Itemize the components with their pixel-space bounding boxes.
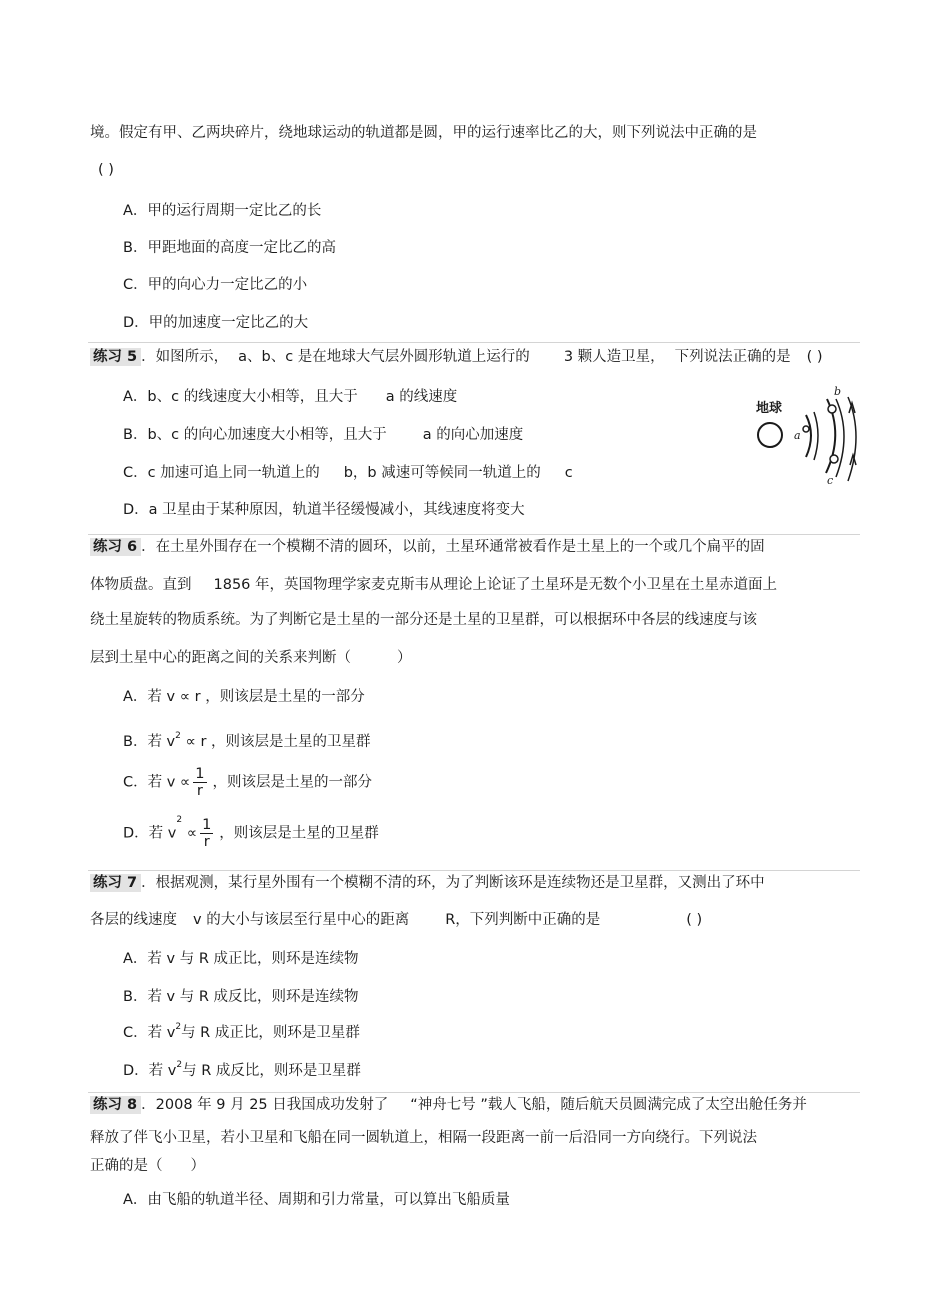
q4-answer-paren: ( ) xyxy=(98,162,114,178)
q5-option-a-part2: a 的线速度 xyxy=(385,389,458,405)
q7-option-c-pre: C．若 v xyxy=(123,1025,176,1041)
q8-option-a: A．由飞船的轨道半径、周期和引力常量，可以算出飞船质量 xyxy=(123,1192,510,1208)
q6-option-d-fraction xyxy=(200,817,213,850)
q7-line2 xyxy=(90,911,702,929)
q8-line3 xyxy=(90,1157,205,1175)
q6-option-c-pre: C．若 v ∝ xyxy=(123,774,191,791)
q7-line2-b: v 的大小与该层至行星中心的距离 xyxy=(193,912,410,928)
outer-orbit-bc2 xyxy=(836,399,844,477)
satellite-a xyxy=(803,426,809,432)
q6-option-d-denominator: r xyxy=(203,834,210,850)
q6-option-b-pre: B．若 v xyxy=(123,734,176,750)
q4-option-d: D．甲的加速度一定比乙的大 xyxy=(123,315,309,331)
q6-option-c xyxy=(123,766,372,799)
q5-option-c-part1: C．c 加速可追上同一轨道上的 xyxy=(123,465,320,481)
q8-line1-b: “神舟七号 ”载人飞船，随后航天员圆满完成了太空出舱任务并 xyxy=(410,1097,807,1113)
earth-circle xyxy=(758,423,782,447)
q6-option-c-numerator: 1 xyxy=(195,766,205,782)
q5-option-c-part3: c xyxy=(564,465,573,481)
satellite-c xyxy=(830,455,838,463)
q7-tag: 练习 7 xyxy=(90,874,141,892)
q4-stem-line1: 境。假定有甲、乙两块碎片，绕地球运动的轨道都是圆，甲的运行速率比乙的大，则下列说法中正确的是 xyxy=(90,125,757,141)
q7-line2-a: 各层的线速度 xyxy=(90,912,177,928)
label-a: a xyxy=(794,429,801,442)
q6-option-d-pre: D．若 v xyxy=(123,825,177,842)
q5-tag: 练习 5 xyxy=(90,348,141,366)
q8-divider xyxy=(88,1092,860,1093)
q7-option-d xyxy=(123,1062,361,1080)
q5-stem-b: a、b、c 是在地球大气层外圆形轨道上运行的 xyxy=(238,349,530,365)
q6-option-c-denominator: r xyxy=(196,783,203,799)
q8-line1-a: ．2008 年 9 月 25 日我国成功发射了 xyxy=(141,1097,389,1113)
earth-label: 地球 xyxy=(756,401,783,416)
q5-option-b-part2: a 的向心加速度 xyxy=(422,427,524,443)
label-c: c xyxy=(827,474,834,487)
q6-option-c-fraction xyxy=(193,766,206,799)
q6-line2 xyxy=(90,576,777,594)
q4-option-c: C．甲的向心力一定比乙的小 xyxy=(123,277,308,293)
q6-line1 xyxy=(90,538,765,556)
satellite-b xyxy=(828,405,836,413)
q6-line2-b: 1856 年，英国物理学家麦克斯韦从理论上论证了土星环是无数个小卫星在土星赤道面上 xyxy=(213,577,778,593)
q5-option-a-part1: A．b、c 的线速度大小相等，且大于 xyxy=(123,389,358,405)
q4-option-b: B．甲距地面的高度一定比乙的高 xyxy=(123,240,336,256)
q6-option-d-numerator: 1 xyxy=(202,817,212,833)
q5-option-c xyxy=(123,464,573,482)
q6-line1-text: ．在土星外围存在一个模糊不清的圆环，以前，土星环通常被看作是土星上的一个或几个扁平的固 xyxy=(141,539,765,555)
q7-option-c-post: 与 R 成正比，则环是卫星群 xyxy=(181,1025,360,1041)
q7-answer-paren: ( ) xyxy=(686,912,703,928)
inner-orbit-a xyxy=(806,415,811,457)
q7-option-a: A．若 v 与 R 成正比，则环是连续物 xyxy=(123,951,359,967)
q5-stem-a: ．如图所示， xyxy=(141,349,229,365)
q7-option-d-pre: D．若 v xyxy=(123,1063,177,1079)
q4-option-a: A．甲的运行周期一定比乙的长 xyxy=(123,203,322,219)
q7-divider xyxy=(88,870,860,871)
q5-stem-c: 3 颗人造卫星， xyxy=(563,349,665,365)
q6-option-a: A．若 v ∝ r ，则该层是土星的一部分 xyxy=(123,689,365,705)
q6-option-d xyxy=(123,817,379,850)
q7-line2-c: R，下列判断中正确的是 xyxy=(445,912,601,928)
q6-option-b xyxy=(123,733,371,751)
q6-option-d-post: ，则该层是土星的卫星群 xyxy=(219,825,379,842)
q5-option-b xyxy=(123,426,523,444)
q5-option-c-part2: b，b 减速可等候同一轨道上的 xyxy=(343,465,541,481)
q5-divider xyxy=(88,342,860,343)
q7-option-c xyxy=(123,1024,360,1042)
q7-option-d-post: 与 R 成反比，则环是卫星群 xyxy=(182,1063,361,1079)
label-b: b xyxy=(834,385,842,398)
q7-line1-text: ．根据观测，某行星外围有一个模糊不清的环，为了判断该环是连续物还是卫星群，又测出了环中 xyxy=(141,875,765,891)
satellite-orbit-figure xyxy=(752,385,864,490)
q8-line2: 释放了伴飞小卫星，若小卫星和飞船在同一圆轨道上，相隔一段距离一前一后沿同一方向绕行。下列说法 xyxy=(90,1130,757,1146)
q6-line2-a: 体物质盘。直到 xyxy=(90,577,192,593)
q6-line4-text: 层到土星中心的距离之间的关系来判断（ xyxy=(90,650,351,666)
q5-option-d: D．a 卫星由于某种原因，轨道半径缓慢减小，其线速度将变大 xyxy=(123,502,525,518)
q8-line3-end: ） xyxy=(190,1158,205,1174)
inner-orbit-a2 xyxy=(814,412,818,460)
q7-option-b: B．若 v 与 R 成反比，则环是连续物 xyxy=(123,989,359,1005)
q5-stem xyxy=(90,348,823,366)
q6-line3: 绕土星旋转的物质系统。为了判断它是土星的一部分还是土星的卫星群，可以根据环中各层的线速度与该 xyxy=(90,612,757,628)
q6-option-b-post: ∝ r ，则该层是土星的卫星群 xyxy=(180,734,371,750)
q5-option-b-part1: B．b、c 的向心加速度大小相等，且大于 xyxy=(123,427,387,443)
q6-option-b-sup: 2 xyxy=(175,731,181,741)
q8-line3-text: 正确的是（ xyxy=(90,1158,163,1174)
outer-orbit-bc3 xyxy=(848,397,856,481)
q6-option-d-mid: ∝ xyxy=(182,825,198,842)
q7-option-c-sup: 2 xyxy=(175,1022,182,1032)
q5-option-a xyxy=(123,388,457,406)
q6-tag: 练习 6 xyxy=(90,538,141,556)
q7-option-d-sup: 2 xyxy=(176,1060,183,1070)
q6-line4 xyxy=(90,649,412,667)
q7-line1 xyxy=(90,874,765,892)
q6-divider xyxy=(88,534,860,535)
q8-tag: 练习 8 xyxy=(90,1096,141,1114)
q6-line4-end: ） xyxy=(397,650,412,666)
q6-option-c-post: ，则该层是土星的一部分 xyxy=(212,774,373,791)
q5-answer-paren: ( ) xyxy=(806,349,823,365)
q5-stem-d: 下列说法正确的是 xyxy=(674,349,791,365)
q8-line1 xyxy=(90,1096,807,1114)
q6-option-d-sup: 2 xyxy=(176,815,183,825)
